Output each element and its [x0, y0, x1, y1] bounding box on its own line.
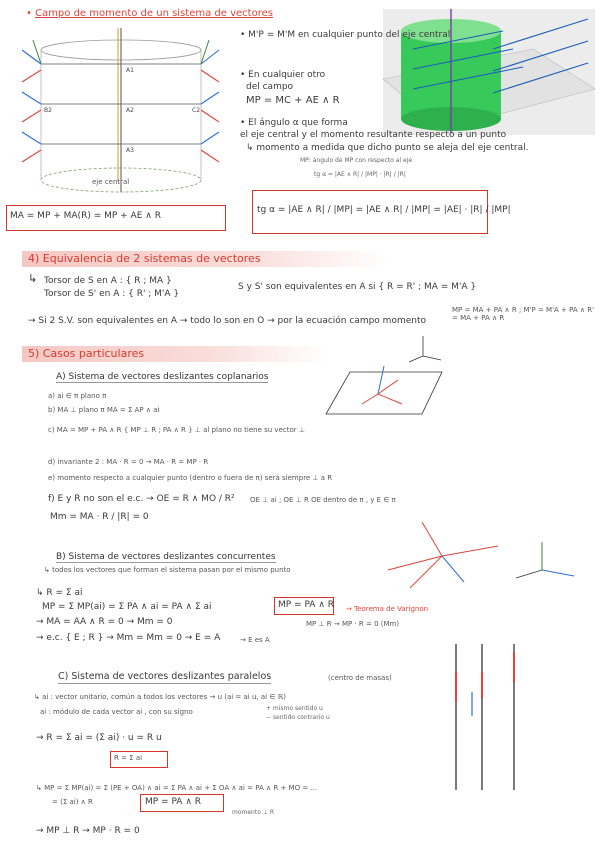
- axis-label: eje central: [92, 178, 130, 186]
- c-item-2: ai : módulo de cada vector ai , con su signo: [40, 708, 193, 716]
- formula-right: tg α = |AE ∧ R| / |MP| = |AE ∧ R| / |MP| = |AE| · |R| / |MP|: [257, 205, 511, 215]
- b-item-4: → e.c. { E ; R } → Mm = Mm = 0 → E = A: [36, 633, 221, 643]
- b-item-3b: MP ⊥ R → MP · R = 0 (Mm): [306, 620, 400, 628]
- bullet-2a: • En cualquier otro: [240, 70, 326, 80]
- a-item-1: a) ai ∈ π plano π: [48, 392, 107, 400]
- bullet-3b: el eje central y el momento resultante respecto a un punto: [240, 130, 507, 140]
- axes-figure-2: [514, 538, 580, 590]
- c-item-6: → MP ⊥ R → MP · R = 0: [36, 826, 140, 836]
- c-item-3: → R = Σ ai = (Σ ai) · u = R u: [36, 733, 162, 743]
- subsection-a-title: A) Sistema de vectores deslizantes coplanarios: [56, 372, 269, 382]
- c-item-3box: R = Σ ai: [114, 754, 143, 762]
- b-item-1: ↳ R = Σ ai: [36, 588, 83, 598]
- s4-line1b: S y S' son equivalentes en A si { R = R' ; MA = M'A }: [238, 282, 477, 292]
- b-item-4b: → E es A: [240, 636, 270, 644]
- s4-line2: Torsor de S' en A : { R' ; M'A }: [44, 289, 180, 299]
- s4-line3: → Si 2 S.V. son equivalentes en A → todo lo son en O → por la ecuación campo momento: [28, 316, 426, 326]
- c-item-1: ↳ ai : vector unitario, común a todos los vectores → u (ai = ai u, ai ∈ ℝ): [34, 693, 286, 701]
- b-item-2box: MP = PA ∧ R: [278, 600, 335, 610]
- a-item-3: c) MA = MP + PA ∧ R { MP ⊥ R ; PA ∧ R } ⊥ al plano no tiene su vector ⊥: [48, 426, 305, 434]
- c-item-5box: MP = PA ∧ R: [145, 797, 202, 807]
- subsection-b-title: B) Sistema de vectores deslizantes concurrentes: [56, 552, 276, 562]
- c-item-2b: + mismo sentido u: [266, 705, 323, 712]
- a-item-4: d) invariante 2 : MA · R = 0 → MA · R = MP · R: [48, 458, 209, 466]
- s4-line3b: MP = MA + PA ∧ R ; M'P = M'A + PA ∧ R' = MA + PA ∧ R: [452, 306, 595, 323]
- section-title-campo-momento: • Campo de momento de un sistema de vectores: [26, 8, 273, 19]
- bullet-1: • M'P = M'M en cualquier punto del eje central: [240, 30, 451, 40]
- s4-line1: Torsor de S en A : { R ; MA }: [44, 276, 172, 286]
- 3d-cylinder-figure: [383, 9, 595, 135]
- formula-left: MA = MP + MA(R) = MP + AE ∧ R: [10, 211, 161, 221]
- arrow-icon: ↳: [28, 272, 38, 285]
- bullet-3e: tg α = |AE ∧ R| / |MP| · |R| / |R|: [314, 171, 406, 178]
- a-item-5: e) momento respecto a cualquier punto (dentro o fuera de π) será siempre ⊥ a R: [48, 474, 333, 482]
- subsection-c-title: C) Sistema de vectores deslizantes paralelos: [58, 671, 272, 682]
- b-item-2: MP = Σ MP(ai) = Σ PA ∧ ai = PA ∧ Σ ai: [42, 602, 212, 612]
- svg-text:A3: A3: [126, 147, 134, 154]
- c-note: (centro de masas): [328, 674, 392, 682]
- bullet-2b: del campo: [246, 82, 294, 92]
- parallel-vectors-figure: [442, 642, 542, 792]
- c-item-5note: momento ⊥ R: [232, 809, 275, 816]
- section-4-heading: 4) Equivalencia de 2 sistemas de vectores: [22, 251, 388, 267]
- cylinder-diagram: [14, 22, 228, 202]
- c-item-5: = (Σ ai) ∧ R: [52, 798, 93, 806]
- axes-figure: [405, 334, 445, 364]
- b-item-3: → MA = AA ∧ R = 0 → Mm = 0: [36, 617, 173, 627]
- bullet-3c: ↳ momento a medida que dicho punto se aleja del eje central.: [246, 143, 529, 153]
- svg-text:A1: A1: [126, 67, 134, 74]
- c-item-2c: − sentido contrario u: [266, 714, 330, 721]
- a-item-6: f) E y R no son el e.c. → OE = R ∧ MO / R²: [48, 494, 235, 504]
- bullet-3d: MP: ángulo de MP con respecto al eje: [300, 157, 413, 164]
- svg-text:B2: B2: [44, 107, 52, 114]
- b-item-0: ↳ todos los vectores que forman el sistema pasan por el mismo punto: [44, 566, 291, 574]
- concurrent-vectors-figure: [380, 518, 505, 592]
- section-5-heading: 5) Casos particulares: [22, 346, 328, 362]
- bullet-3a: • El ángulo α que forma: [240, 118, 348, 128]
- bullet-2c: MP = MC + AE ∧ R: [246, 95, 340, 106]
- c-item-4: ↳ MP = Σ MP(ai) = Σ (PE + OA) ∧ ai = Σ PA ∧ ai + Σ OA ∧ ai = PA ∧ R + MO = ...: [36, 784, 318, 792]
- svg-text:A2: A2: [126, 107, 134, 114]
- a-item-7: Mm = MA · R / |R| = 0: [50, 512, 149, 522]
- a-item-6b: OE ⊥ ai ; OE ⊥ R OE dentro de π , y E ∈ π: [250, 496, 396, 504]
- svg-text:C2: C2: [192, 107, 201, 114]
- a-item-2: b) MA ⊥ plano π MA = Σ AP ∧ ai: [48, 406, 160, 414]
- varignon-label: → Teorema de Varignon: [346, 605, 429, 613]
